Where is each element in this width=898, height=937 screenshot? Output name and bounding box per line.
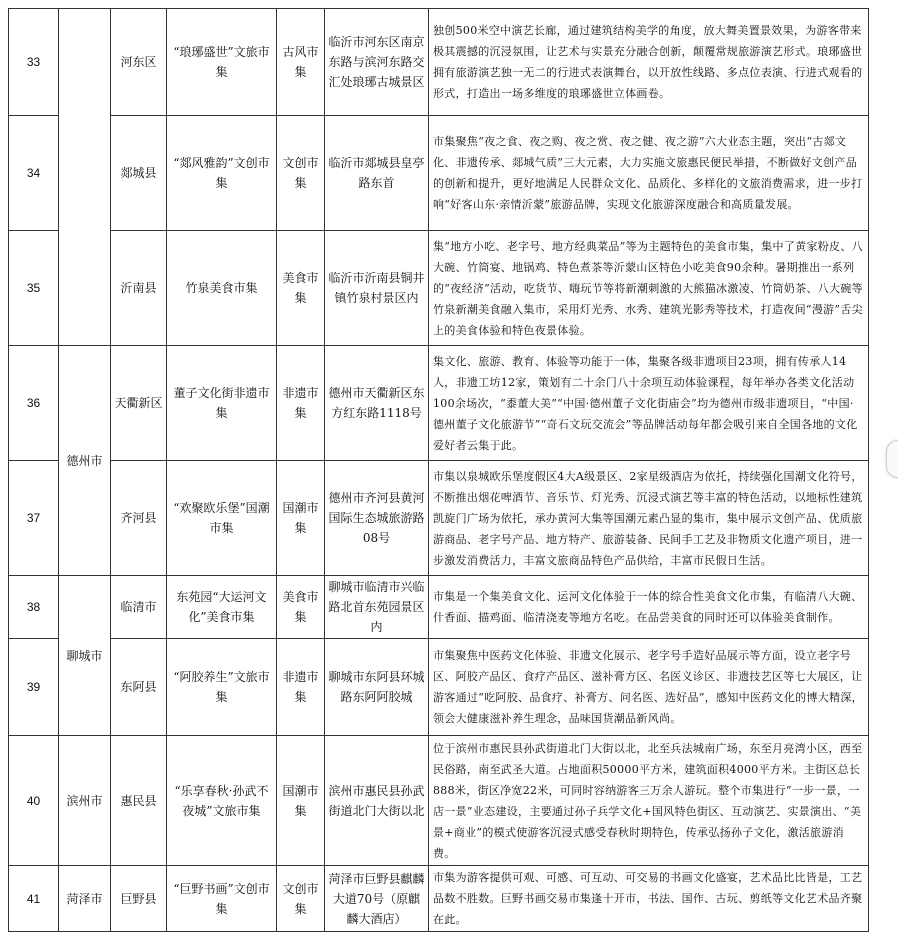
market-type-cell: 古风市集 [277, 9, 325, 116]
row-number: 33 [9, 9, 59, 116]
county-cell: 郯城县 [111, 116, 167, 231]
city-cell [59, 9, 111, 346]
address-cell: 菏泽市巨野县麒麟大道70号（原麒麟大酒店） [325, 866, 429, 932]
description-cell: 市集为游客提供可观、可感、可互动、可交易的书画文化盛宴，艺术品比比皆是，工艺品数不胜数。巨野书画交易市集逢十开市，书法、国作、古玩、剪纸等文化艺术品齐聚在此。 [429, 866, 869, 932]
market-type-cell: 国潮市集 [277, 461, 325, 576]
market-name-cell: “乐享春秋·孙武不夜城”文旅市集 [167, 736, 277, 866]
market-name-cell: 东苑园“大运河文化”美食市集 [167, 576, 277, 639]
row-number: 41 [9, 866, 59, 932]
market-name-cell: 董子文化街非遗市集 [167, 346, 277, 461]
row-number: 40 [9, 736, 59, 866]
market-type-cell: 美食市集 [277, 231, 325, 346]
description-cell: 市集聚焦中医药文化体验、非遗文化展示、老字号手造好品展示等方面，设立老字号区、阿胶产品区、食疗产品区、滋补膏方区、名医义诊区、非遗技艺区等七大展区，让游客通过“吃阿胶、品食疗、补膏方、问名医、选好品”，感知中医药文化的博大精深，领会大健康滋补养生理念，品味国货潮品新风尚。 [429, 639, 869, 736]
market-name-cell: “巨野书画”文创市集 [167, 866, 277, 932]
county-cell: 惠民县 [111, 736, 167, 866]
row-number: 36 [9, 346, 59, 461]
document-page [8, 8, 869, 932]
market-type-cell: 国潮市集 [277, 736, 325, 866]
table-row [9, 9, 869, 116]
address-cell: 德州市齐河县黄河国际生态城旅游路08号 [325, 461, 429, 576]
market-name-cell: “欢聚欧乐堡”国潮市集 [167, 461, 277, 576]
description-cell: 市集是一个集美食文化、运河文化体验于一体的综合性美食文化市集，有临清八大碗、什香面、描鸡面、临清浇麦等地方名吃。在品尝美食的同时还可以体验美食制作。 [429, 576, 869, 639]
county-cell: 齐河县 [111, 461, 167, 576]
market-type-cell: 非遗市集 [277, 346, 325, 461]
description-cell: 独创500米空中演艺长廊，通过建筑结构美学的角度，放大舞美置景效果，为游客带来极其震撼的沉浸氛围，让艺术与实景充分融合创新，颠覆常规旅游演艺形式。琅琊盛世拥有旅游演艺独一无二的行进式表演舞台，以开放性线路、多点位表演、行进式观看的形式，打造出一场多维度的琅琊盛世立体画卷。 [429, 9, 869, 116]
market-type-cell: 美食市集 [277, 576, 325, 639]
market-name-cell: “郯风雅韵”文创市集 [167, 116, 277, 231]
county-cell: 沂南县 [111, 231, 167, 346]
address-cell: 德州市天衢新区东方红东路1118号 [325, 346, 429, 461]
county-cell: 河东区 [111, 9, 167, 116]
city-cell: 德州市 [59, 346, 111, 576]
table-row [9, 346, 869, 461]
floating-scroll-handle[interactable] [886, 440, 898, 478]
address-cell: 滨州市惠民县孙武街道北门大街以北 [325, 736, 429, 866]
county-cell: 天衢新区 [111, 346, 167, 461]
table-row [9, 639, 869, 736]
address-cell: 聊城市东阿县环城路东阿阿胶城 [325, 639, 429, 736]
market-type-cell: 文创市集 [277, 116, 325, 231]
market-name-cell: 竹泉美食市集 [167, 231, 277, 346]
market-type-cell: 文创市集 [277, 866, 325, 932]
county-cell: 东阿县 [111, 639, 167, 736]
table-row [9, 116, 869, 231]
table-row [9, 576, 869, 639]
description-cell: 集文化、旅游、教育、体验等功能于一体，集聚各级非遗项目23项，拥有传承人14人，非遗工坊12家，策划有二十余门八十余项互动体验课程，每年举办各类文化活动100余场次，“黍董大美”“中国·德州董子文化街庙会”均为德州市级非遗项目，“中国·德州董子文化旅游节”“奇石文玩交流会”等品牌活动每年都会吸引来自全国各地的文化爱好者云集于此。 [429, 346, 869, 461]
county-cell: 临清市 [111, 576, 167, 639]
city-cell: 滨州市 [59, 736, 111, 866]
address-cell: 临沂市郯城县皇亭路东首 [325, 116, 429, 231]
county-cell: 巨野县 [111, 866, 167, 932]
address-cell: 聊城市临清市兴临路北首东苑园景区内 [325, 576, 429, 639]
row-number: 34 [9, 116, 59, 231]
city-cell: 聊城市 [59, 576, 111, 736]
description-cell: 位于滨州市惠民县孙武街道北门大街以北，北至兵法城南广场，东至月亮湾小区，西至民俗路，南至武圣大道。占地面积50000平方米，建筑面积4000平方米。主街区总长888米，街区净宽22米，可同时容纳游客三万余人游玩。整个市集进行“一步一景，一店一景”业态建设，主要通过孙子兵学文化+国风特色街区、互动演艺、实景演出、“美景+商业”的模式使游客沉浸式感受春秋时期特色，传承弘扬孙子文化，激活旅游消费。 [429, 736, 869, 866]
address-cell: 临沂市河东区南京东路与滨河东路交汇处琅琊古城景区 [325, 9, 429, 116]
description-cell: 市集聚焦“夜之食、夜之购、夜之赏、夜之健、夜之游”六大业态主题，突出“古郯文化、非遗传承、郯城气质”三大元素，大力实施文旅惠民便民举措，不断做好文创产品的创新和提升，更好地满足人民群众文化、品质化、多样化的文旅消费需求，进一步打响“好客山东·亲情沂蒙”旅游品牌，实现文化旅游深度融合和高质量发展。 [429, 116, 869, 231]
table-row [9, 736, 869, 866]
row-number: 39 [9, 639, 59, 736]
row-number: 37 [9, 461, 59, 576]
address-cell: 临沂市沂南县铜井镇竹泉村景区内 [325, 231, 429, 346]
market-type-cell: 非遗市集 [277, 639, 325, 736]
table-row [9, 461, 869, 576]
city-cell: 菏泽市 [59, 866, 111, 932]
description-cell: 集“地方小吃、老字号、地方经典菜品”等为主题特色的美食市集，集中了黄家粉皮、八大碗、竹筒宴、地锅鸡、特色煮茶等沂蒙山区特色小吃美食90余种。暑期推出一系列的“夜经济”活动，吃货节、嗨玩节等将新潮刺激的大熊猫冰激凌、竹筒奶茶、八大碗等竹泉新潮美食融入集市，采用灯光秀、水秀、建筑光影秀等技术，打造夜间“漫游”舌尖上的美食体验和特色夜景体验。 [429, 231, 869, 346]
row-number: 35 [9, 231, 59, 346]
table-row [9, 866, 869, 932]
market-name-cell: “阿胶养生”文旅市集 [167, 639, 277, 736]
row-number: 38 [9, 576, 59, 639]
description-cell: 市集以泉城欧乐堡度假区4大A级景区、2家星级酒店为依托，持续强化国潮文化符号，不断推出烟花啤酒节、音乐节、灯光秀、沉浸式演艺等丰富的特色活动，以地标性建筑凯旋门广场为依托，承办黄河大集等国潮元素凸显的集市，集中展示文创产品、优质旅游商品、老字号产品、地方特产、旅游装备、民间手工艺及非物质文化遗产项目，进一步激发消费活力，丰富文旅商品特色产品供给，丰富市民假日生活。 [429, 461, 869, 576]
market-list-table [8, 8, 869, 932]
market-name-cell: “琅琊盛世”文旅市集 [167, 9, 277, 116]
table-row [9, 231, 869, 346]
